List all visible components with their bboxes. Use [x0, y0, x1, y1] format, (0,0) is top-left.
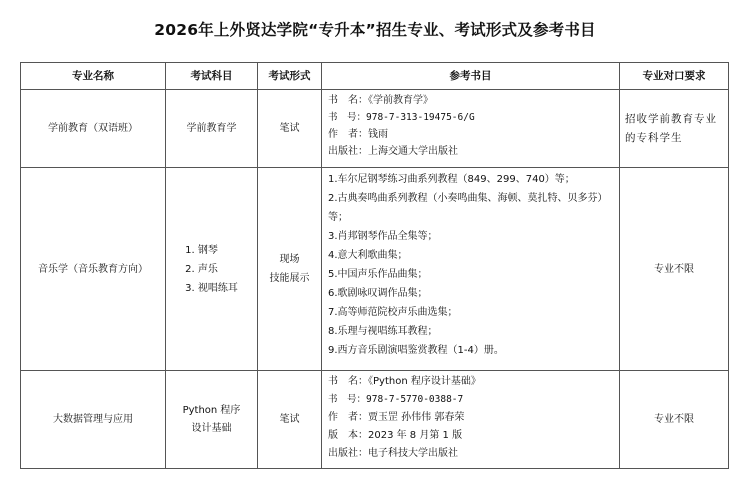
table-row [21, 90, 729, 168]
book-line: 书 名：《学前教育学》 [328, 95, 433, 106]
book-line: 3.肖邦钢琴作品全集等； [328, 231, 438, 242]
header-major: 专业名称 [21, 63, 166, 90]
subject-item: 1. 钢琴 [185, 244, 218, 256]
requirement-text: 招收学前教育专业的专科学生 [625, 112, 717, 144]
form-cell: 笔试 [258, 90, 322, 168]
subject-line: Python 程序 [182, 404, 241, 416]
books-cell [322, 90, 620, 168]
book-line: 出版社：电子科技大学出版社 [328, 448, 458, 459]
page-title: 2026年上外贤达学院“专升本”招生专业、考试形式及参考书目 [154, 21, 596, 39]
book-line: 书 号：978-7-5770-0388-7 [328, 394, 464, 405]
header-form: 考试形式 [258, 63, 322, 90]
book-line: 作 者：贾玉罡 孙伟伟 郭春荣 [328, 412, 465, 423]
requirement-cell: 专业不限 [620, 371, 729, 469]
book-line: 9.西方音乐剧演唱鉴赏教程（1-4）册。 [328, 345, 504, 356]
book-line: 7.高等师范院校声乐曲选集； [328, 307, 458, 318]
major-cell: 学前教育（双语班） [21, 90, 166, 168]
major-cell: 大数据管理与应用 [21, 371, 166, 469]
book-line: 书 名：《Python 程序设计基础》 [328, 376, 481, 387]
header-requirement: 专业对口要求 [620, 63, 729, 90]
requirement-cell: 专业不限 [620, 168, 729, 371]
book-line: 4.意大利歌曲集； [328, 250, 408, 261]
book-line: 6.歌剧咏叹调作品集； [328, 288, 428, 299]
book-line: 书 号：978-7-313-19475-6/G [328, 112, 475, 123]
header-books: 参考书目 [322, 63, 620, 90]
form-line: 现场 [279, 254, 300, 265]
subject-item: 2. 声乐 [185, 263, 218, 275]
book-line: 1.车尔尼钢琴练习曲系列教程（849、299、740）等； [328, 174, 575, 185]
table-row [21, 168, 729, 371]
books-cell [322, 371, 620, 469]
subject-cell: 学前教育学 [166, 90, 258, 168]
subject-cell [166, 168, 258, 371]
book-line: 8.乐理与视唱练耳教程； [328, 326, 438, 337]
book-line: 作 者：钱雨 [328, 129, 388, 140]
admissions-table [20, 62, 729, 469]
form-cell: 笔试 [258, 371, 322, 469]
books-cell [322, 168, 620, 371]
subject-cell [166, 371, 258, 469]
subject-list [185, 241, 238, 298]
table-row [21, 371, 729, 469]
form-cell [258, 168, 322, 371]
requirement-cell [620, 90, 729, 168]
book-line: 出版社：上海交通大学出版社 [328, 146, 458, 157]
book-line: 版 本：2023 年 8 月第 1 版 [328, 430, 463, 441]
subject-line: 设计基础 [191, 422, 232, 434]
subject-item: 3. 视唱练耳 [185, 282, 238, 294]
book-line: 2.古典奏鸣曲系列教程（小奏鸣曲集、海顿、莫扎特、贝多芬）等； [328, 193, 608, 223]
major-cell: 音乐学（音乐教育方向） [21, 168, 166, 371]
book-line: 5.中国声乐作品曲集； [328, 269, 428, 280]
header-subject: 考试科目 [166, 63, 258, 90]
form-line: 技能展示 [269, 273, 310, 284]
header-row [21, 63, 729, 90]
